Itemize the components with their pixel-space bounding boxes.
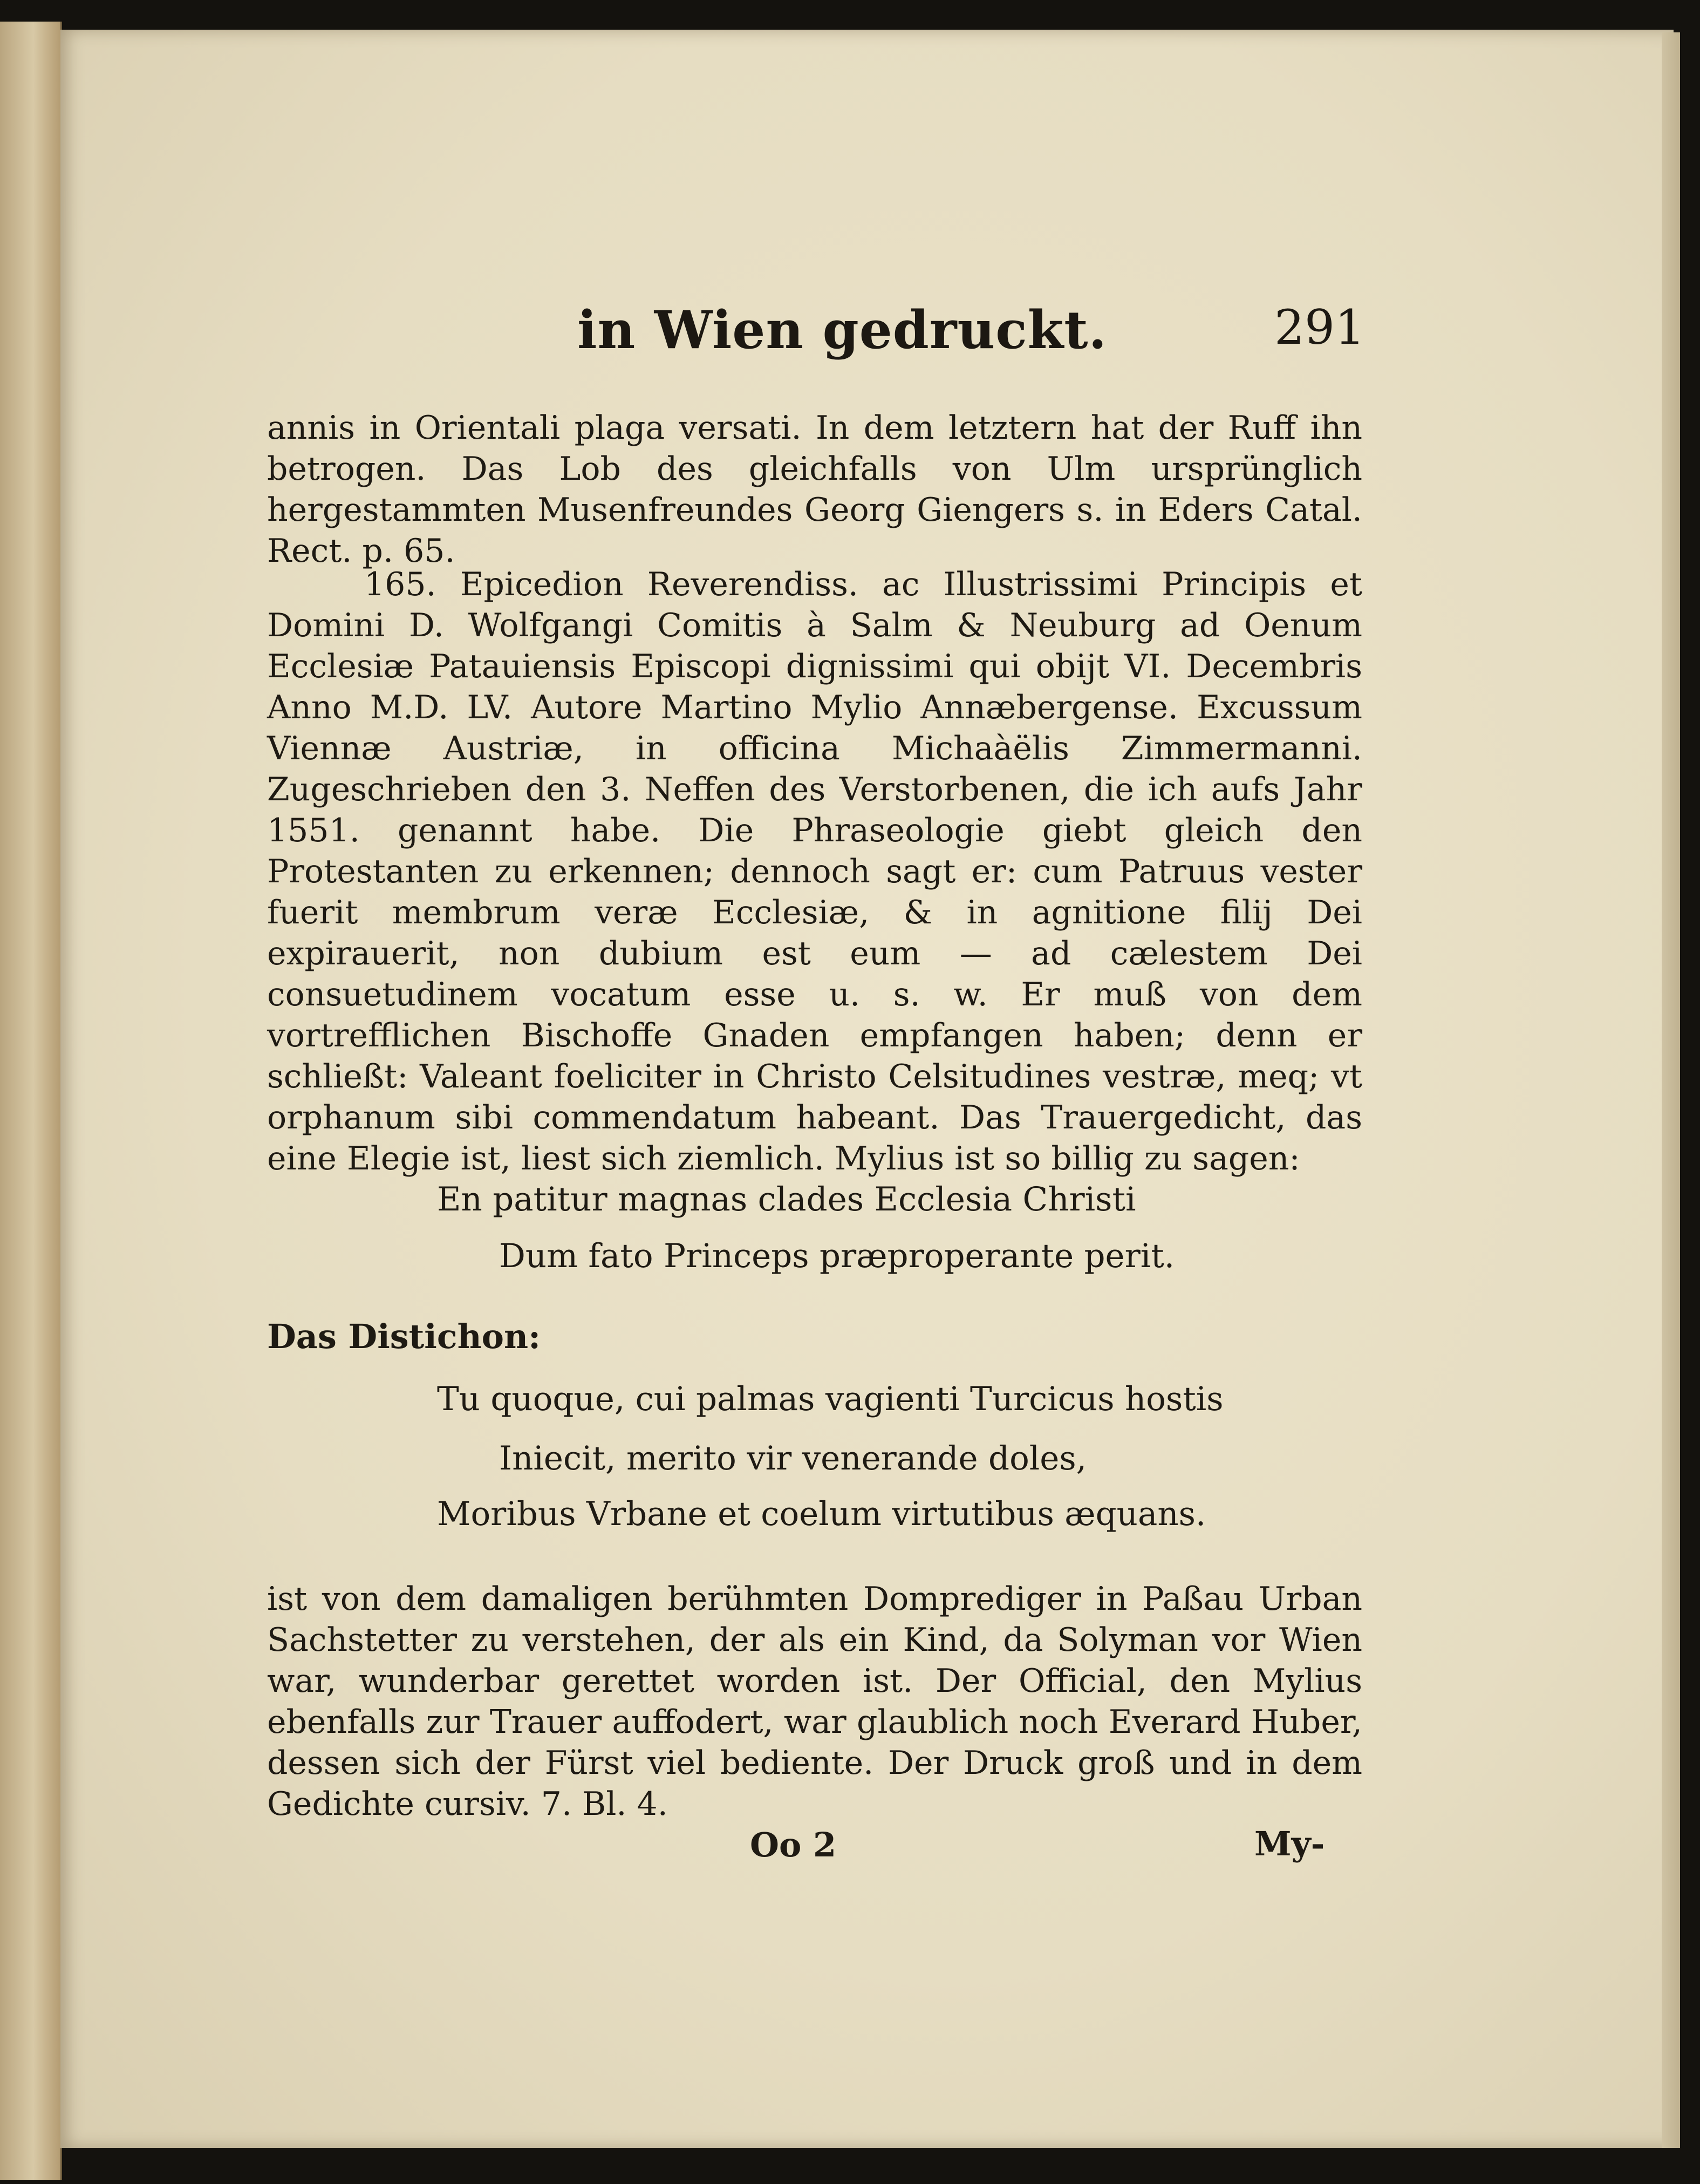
running-head: in Wien gedruckt. <box>577 300 1108 360</box>
signature-mark: Oo 2 <box>750 1825 837 1865</box>
page-fore-edge <box>1662 32 1680 2148</box>
verse-line: Dum fato Princeps præproperante perit. <box>499 1237 1175 1275</box>
paragraph-entry-165: 165. Epicedion Reverendiss. ac Illustrissimi Principis et Domini D. Wolfgangi Comitis à Salm & Neuburg ad Oenum Ecclesiæ Patauiensis Episcopi dignissimi qui obijt VI. Decembris Anno M.D. LV. Autore Martino Mylio Annæbergense. Excussum Viennæ Austriæ, in officina Michaàëlis Zimmermanni. Zugeschrieben den 3. Neffen des Verstorbenen, die ich aufs Jahr 1551. genannt habe. Die Phraseologie giebt gleich den Protestanten zu erkennen; dennoch sagt er: cum Patruus vester fuerit membrum veræ Ecclesiæ, & in agnitione filij Dei expirauerit, non dubium est eum — ad cælestem Dei consuetudinem vocatum esse u. s. w. Er muß von dem vortrefflichen Bischoffe Gnaden empfangen haben; denn er schließt: Valeant foeliciter in Christo Celsitudines vestræ, meq; vt orphanum sibi commendatum habeant. Das Trauergedicht, das eine Elegie ist, liest sich ziemlich. Mylius ist so billig zu sagen: <box>267 566 1362 1178</box>
distichon-label: Das Distichon: <box>267 1317 541 1356</box>
page-number: 291 <box>1274 300 1365 355</box>
verse-line: Moribus Vrbane et coelum virtutibus æquans. <box>437 1495 1206 1533</box>
verse-line: Tu quoque, cui palmas vagienti Turcicus hostis <box>437 1380 1224 1418</box>
page-header <box>577 300 1365 370</box>
paragraph-closing: ist von dem damaligen berühmten Domprediger in Paßau Urban Sachstetter zu verstehen, der als ein Kind, da Solyman vor Wien war, wunderbar gerettet worden ist. Der Official, den Mylius ebenfalls zur Trauer auffodert, war glaublich noch Everard Huber, dessen sich der Fürst viel bediente. Der Druck groß und in dem Gedichte cursiv. 7. Bl. 4. <box>267 1580 1362 1823</box>
left-page-edge <box>0 22 62 2180</box>
paragraph-continuation: annis in Orientali plaga versati. In dem letztern hat der Ruff ihn betrogen. Das Lob des gleichfalls von Ulm ursprünglich hergestammten Musenfreundes Georg Giengers s. in Eders Catal. Rect. p. 65. <box>267 409 1362 570</box>
verse-line: Iniecit, merito vir venerande doles, <box>499 1439 1087 1478</box>
verse-line: En patitur magnas clades Ecclesia Christi <box>437 1180 1136 1219</box>
catchword: My- <box>1254 1824 1325 1863</box>
